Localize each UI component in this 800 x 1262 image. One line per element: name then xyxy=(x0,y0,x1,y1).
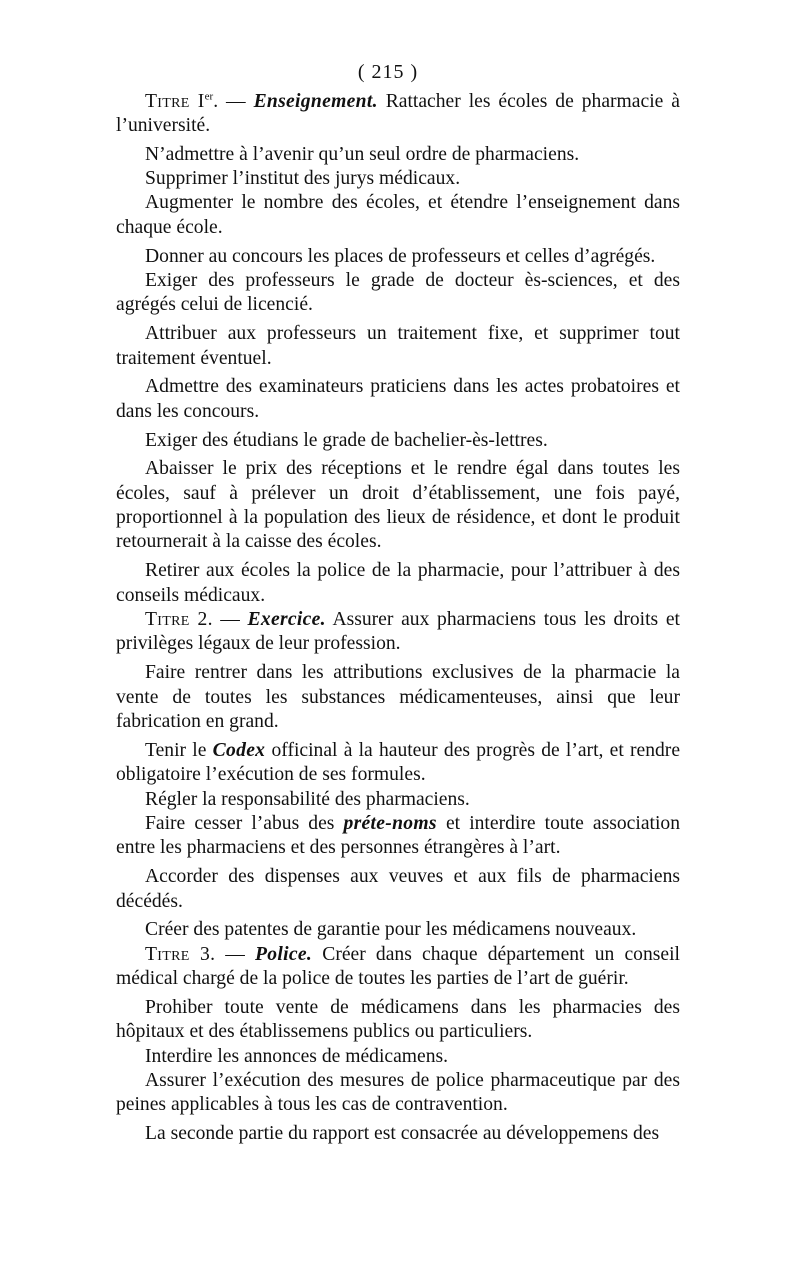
paragraph: Retirer aux écoles la police de la pharmacie, pour l’attribuer à des conseils médicaux. xyxy=(116,560,680,606)
paragraph: Créer des patentes de garantie pour les médicamens nouveaux. xyxy=(145,919,637,941)
paragraph: Exiger des étudians le grade de bachelier-ès-lettres. xyxy=(145,429,548,451)
titre-2-label: Titre 2 xyxy=(145,609,208,631)
text-run: officinal à la hauteur des progrès de l’art, et rendre obligatoire l’exécution de ses formules. xyxy=(116,739,681,786)
titre-3-text: Créer dans chaque département un conseil médical chargé de la police de toutes les parties de l’art de guérir. xyxy=(116,943,680,990)
paragraph xyxy=(116,739,680,788)
titre-1-label: Titre I xyxy=(145,90,205,112)
titre-1-paragraph xyxy=(116,90,680,139)
titre-2-paragraph xyxy=(116,608,680,657)
titre-2-heading: Exercice. xyxy=(247,609,326,631)
page-number: ( 215 ) xyxy=(357,61,419,83)
paragraph: Faire rentrer dans les attributions exclusives de la pharmacie la vente de toutes les substances médicamenteuses, ainsi que leur fabrication en grand. xyxy=(116,662,680,732)
paragraph: Prohiber toute vente de médicamens dans les pharmacies des hôpitaux et des établissemens publics ou particuliers. xyxy=(116,996,680,1043)
paragraph: Abaisser le prix des réceptions et le rendre égal dans toutes les écoles, sauf à prélever un droit d’établissement, une fois payé, proportionnel à la population des lieux de résidence, et dont le produit retournerait à la caisse des écoles. xyxy=(116,458,680,553)
paragraph: La seconde partie du rapport est consacrée au développemens des xyxy=(145,1123,660,1145)
paragraph: Exiger des professeurs le grade de docteur ès-sciences, et des agrégés celui de licencié. xyxy=(116,270,680,316)
titre-3-separator: . — xyxy=(210,943,256,965)
text-run: et interdire toute association entre les pharmaciens et des personnes étrangères à l’art. xyxy=(116,812,680,859)
paragraph: Assurer l’exécution des mesures de police pharmaceutique par des peines applicables à tous les cas de contravention. xyxy=(116,1070,680,1116)
titre-1-superscript: er xyxy=(204,89,214,102)
titre-3-label: Titre 3 xyxy=(145,943,211,965)
paragraph: Donner au concours les places de professeurs et celles d’agrégés. xyxy=(145,245,656,267)
titre-3-paragraph xyxy=(116,943,680,992)
prete-noms-term: préte-noms xyxy=(343,812,437,834)
titre-1-text: Rattacher les écoles de pharmacie à l’université. xyxy=(116,90,680,136)
paragraph: Augmenter le nombre des écoles, et étendre l’enseignement dans chaque école. xyxy=(116,192,680,238)
paragraph: Admettre des examinateurs praticiens dans les actes probatoires et dans les concours. xyxy=(116,376,680,422)
paragraph: Attribuer aux professeurs un traitement fixe, et supprimer tout traitement éventuel. xyxy=(116,323,680,369)
text-run: Tenir le xyxy=(145,739,213,761)
paragraph: Supprimer l’institut des jurys médicaux. xyxy=(145,168,461,190)
text-run: Faire cesser l’abus des xyxy=(145,812,344,834)
paragraph xyxy=(116,812,680,861)
page-body xyxy=(116,90,680,1147)
paragraph: Accorder des dispenses aux veuves et aux fils de pharmaciens décédés. xyxy=(116,866,680,912)
titre-1-separator: . — xyxy=(213,90,254,112)
paragraph: Interdire les annonces de médicamens. xyxy=(145,1045,449,1067)
paragraph: N’admettre à l’avenir qu’un seul ordre de pharmaciens. xyxy=(145,143,580,165)
paragraph: Régler la responsabilité des pharmaciens. xyxy=(145,788,470,810)
titre-1-heading: Enseignement. xyxy=(253,90,378,112)
titre-3-heading: Police. xyxy=(255,943,313,965)
codex-term: Codex xyxy=(212,739,266,761)
titre-2-separator: . — xyxy=(207,609,248,631)
titre-2-text: Assurer aux pharmaciens tous les droits et privilèges légaux de leur profession. xyxy=(116,609,680,655)
